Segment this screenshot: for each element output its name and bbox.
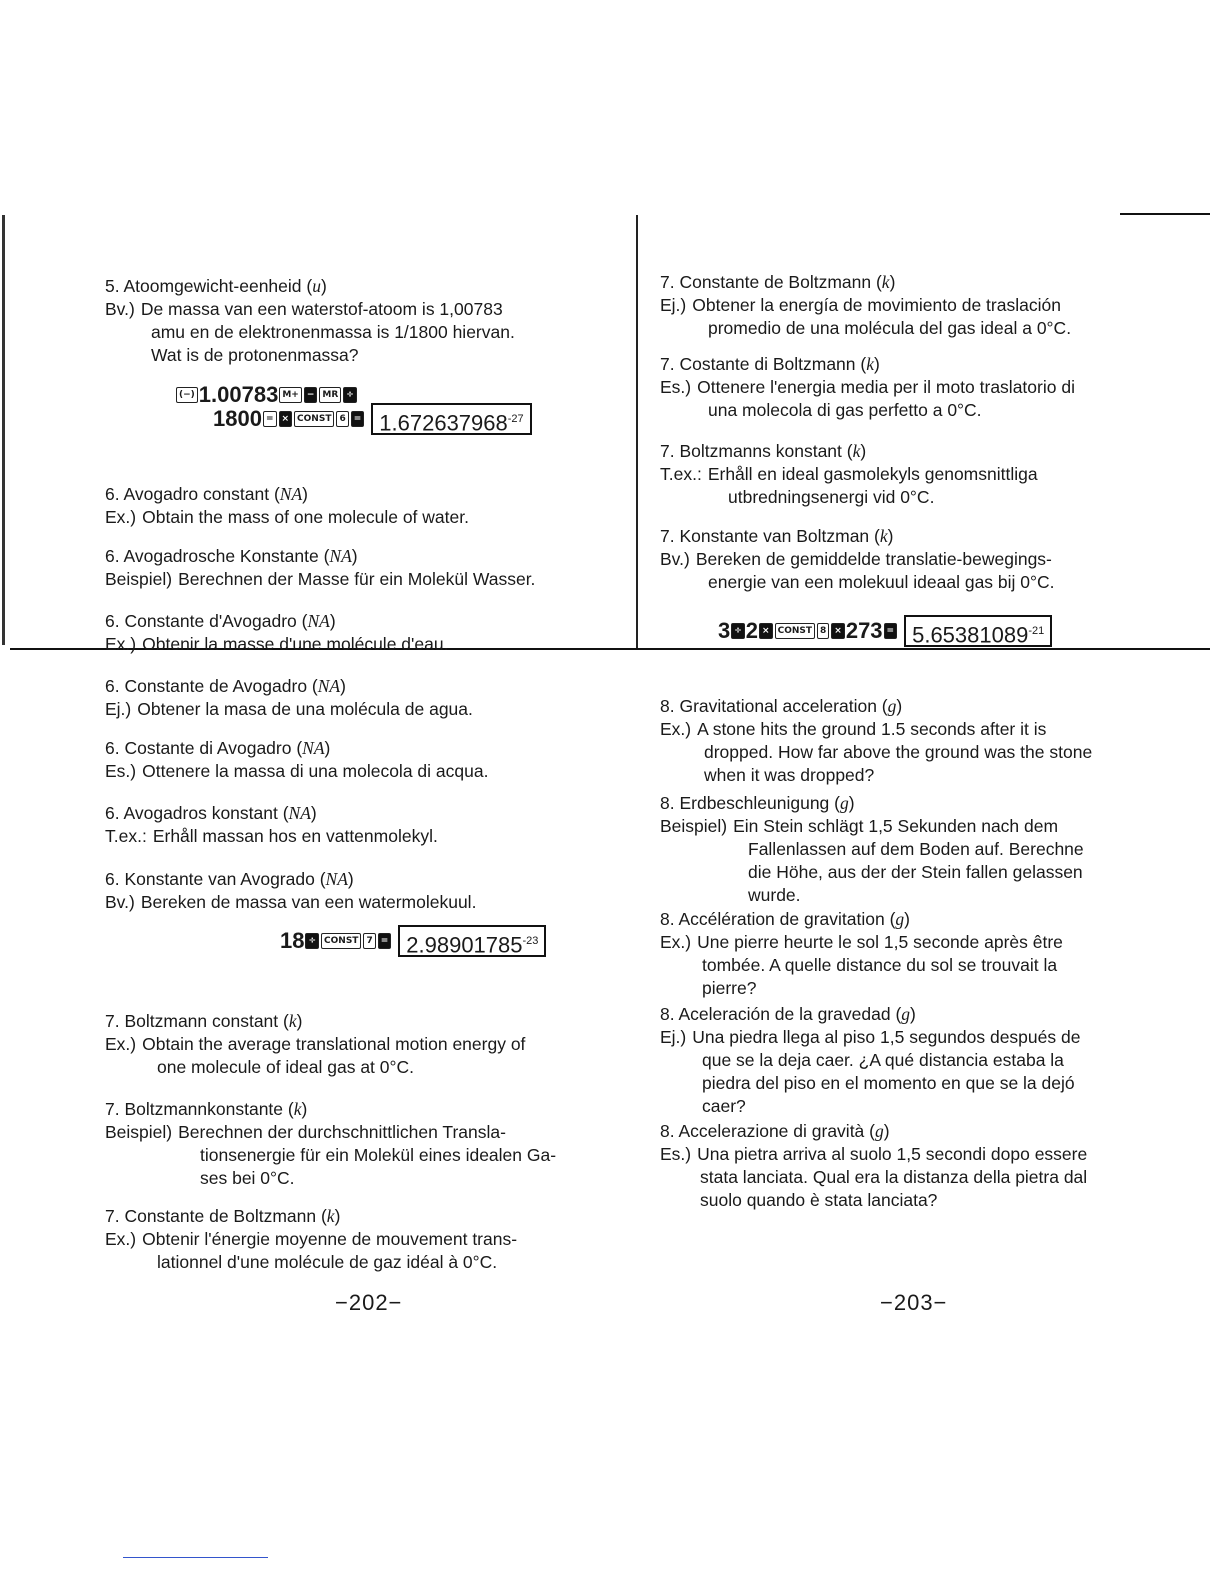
section-header: 7. Boltzmann constant (k) (105, 1011, 303, 1031)
key-equals: = (884, 623, 898, 639)
section-header: 8. Aceleración de la gravedad (g) (660, 1004, 916, 1024)
section-header: 8. Gravitational acceleration (g) (660, 696, 903, 716)
section-header: 8. Erdbeschleunigung (g) (660, 793, 855, 813)
calculator-display: $5.65381089^{-21}$ (904, 615, 1052, 647)
section-header: 6. Constante d'Avogadro (NA) (105, 611, 336, 631)
section-6-it: 6. Costante di Avogadro (NA) Es.) Ottenere la massa di una molecola di acqua. (105, 737, 630, 783)
right-top-mark (1120, 213, 1210, 215)
key-8: 8 (817, 623, 829, 639)
key-divide: ÷ (343, 387, 357, 403)
section-header: 7. Boltzmanns konstant (k) (660, 441, 867, 461)
left-margin-mark (2, 215, 5, 645)
section-7-es: 7. Constante de Boltzmann (k) Ej.) Obtener la energía de movimiento de traslación promedio de una molécula del gas ideal a 0°C. (660, 271, 1190, 340)
key-equals: = (351, 411, 365, 427)
section-header: 5. Atoomgewicht-eenheid (u) (105, 276, 327, 296)
key-6: 6 (336, 411, 348, 427)
bottom-blue-line (123, 1557, 268, 1558)
section-7-sv: 7. Boltzmanns konstant (k) T.ex.: Erhåll en ideal gasmolekyls genomsnittliga utbredningsenergi vid 0°C. (660, 440, 1190, 509)
section-header: 7. Boltzmannkonstante (k) (105, 1099, 308, 1119)
section-6-en: 6. Avogadro constant (NA) Ex.) Obtain the mass of one molecule of water. (105, 483, 630, 529)
section-7-fr: 7. Constante de Boltzmann (k) Ex.) Obtenir l'énergie moyenne de mouvement trans- lationnel d'une molécule de gaz idéal à 0°C. (105, 1205, 630, 1274)
example-text: Wat is de protonenmassa? (151, 345, 359, 365)
key-mr: MR (319, 387, 341, 403)
section-7-it: 7. Costante di Boltzmann (k) Es.) Ottenere l'energia media per il moto traslatorio di una molecola di gas perfetto a 0°C. (660, 353, 1190, 422)
key-multiply: × (279, 411, 293, 427)
section-header: 7. Constante de Boltzmann (k) (660, 272, 896, 292)
key-divide: ÷ (305, 933, 319, 949)
section-6-nl: 6. Konstante van Avograd​o (NA) Bv.) Bereken de massa van een watermolekuul. (105, 868, 630, 914)
section-5 (105, 275, 630, 367)
section-7-en: 7. Boltzmann constant (k) Ex.) Obtain the average translational motion energy of one molecule of ideal gas at 0°C. (105, 1010, 630, 1079)
example-prefix: Bv.) (105, 299, 135, 319)
calculator-display: $2.98901785^{-23}$ (398, 925, 546, 957)
key-equals: = (378, 933, 392, 949)
section-header: 8. Accélération de gravitation (g) (660, 909, 910, 929)
key-const: CONST (775, 623, 815, 639)
section-7-de: 7. Boltzmannkonstante (k) Beispiel) Berechnen der durchschnittlichen Transla- tionsenergie für ein Molekül eines idealen Ga- ses bei 0°C. (105, 1098, 630, 1190)
section-header: 8. Accelerazione di gravità (g) (660, 1121, 890, 1141)
section-header: 6. Avogadro constant (NA) (105, 484, 308, 504)
example-text: De massa van een waterstof-atoom is 1,00783 (140, 299, 503, 319)
section-8-de: 8. Erdbeschleunigung (g) Beispiel) Ein Stein schlägt 1,5 Sekunden nach dem Fallenlassen auf dem Boden auf. Berechne die Höhe, aus der der Stein fallen gelassen wurde. (660, 792, 1190, 907)
section-8-it: 8. Accelerazione di gravità (g) Es.) Una pietra arriva al suolo 1,5 secondi dopo essere stata lanciata. Qual era la distanza della pietra dal suolo quando è stata lanciata? (660, 1120, 1190, 1212)
key-m-plus: M+ (279, 387, 302, 403)
section-header: 6. Avogadros konstant (NA) (105, 803, 317, 823)
key-multiply: × (831, 623, 845, 639)
keystroke-sequence-5b: 1800 = × CONST 6 = $1.672637968^{-27}$ (213, 403, 532, 435)
section-6-de: 6. Avogadrosche Konstante (NA) Beispiel) Berechnen der Masse für ein Molekül Wasser. (105, 545, 630, 591)
section-8-en: 8. Gravitational acceleration (g) Ex.) A stone hits the ground 1.5 seconds after it is dropped. How far above the ground was the stone when it was dropped? (660, 695, 1190, 787)
keystroke-sequence-7: 3 ÷ 2 × CONST 8 × 273 = $5.65381089^{-21}$ (718, 615, 1052, 647)
page-number-right: −203− (880, 1290, 948, 1315)
section-7-nl: 7. Konstante van Boltzman (k) Bv.) Bereken de gemiddelde translatie-bewegings- energie van een molekuul ideaal gas bij 0°C. (660, 525, 1190, 594)
section-6-fr: 6. Constante d'Avogadro (NA) Ex.) Obtenir la masse d'une molécule d'eau. (105, 610, 630, 656)
section-6-es: 6. Constante de Avogadro (NA) Ej.) Obtener la masa de una molécula de agua. (105, 675, 630, 721)
key-divide: ÷ (731, 623, 745, 639)
key-multiply: × (759, 623, 773, 639)
binding-fold-line (636, 215, 638, 650)
section-6-sv: 6. Avogadros konstant (NA) T.ex.: Erhåll massan hos en vattenmolekyl. (105, 802, 630, 848)
key-const: CONST (294, 411, 334, 427)
keystroke-sequence-5a: (−) 1.00783 M+ − MR ÷ (175, 382, 358, 408)
key-7: 7 (363, 933, 375, 949)
section-header: 6. Constante de Avogadro (NA) (105, 676, 346, 696)
section-header: 7. Costante di Boltzmann (k) (660, 354, 880, 374)
key-minus: − (304, 387, 318, 403)
section-header: 6. Costante di Avogadro (NA) (105, 738, 331, 758)
example-text: amu en de elektronenmassa is 1/1800 hiervan. (151, 322, 515, 342)
calculator-display: $1.672637968^{-27}$ (371, 403, 531, 435)
section-header: 7. Konstante van Boltzman (k) (660, 526, 894, 546)
page-number-left: −202− (335, 1290, 403, 1315)
section-8-fr: 8. Accélération de gravitation (g) Ex.) Une pierre heurte le sol 1,5 seconde après être tombée. A quelle distance du sol se trouvait la pierre? (660, 908, 1190, 1000)
keystroke-sequence-6: 18 ÷ CONST 7 = $2.98901785^{-23}$ (280, 925, 546, 957)
section-header: 7. Constante de Boltzmann (k) (105, 1206, 341, 1226)
section-header: 6. Konstante van Avograd​o (NA) (105, 869, 354, 889)
section-8-es: 8. Aceleración de la gravedad (g) Ej.) Una piedra llega al piso 1,5 segundos después de que se la deja caer. ¿A qué distancia estaba la piedra del piso en el momento en que se la dejó caer? (660, 1003, 1190, 1118)
key-equals: = (263, 411, 277, 427)
section-header: 6. Avogadrosche Konstante (NA) (105, 546, 358, 566)
key-const: CONST (321, 933, 361, 949)
